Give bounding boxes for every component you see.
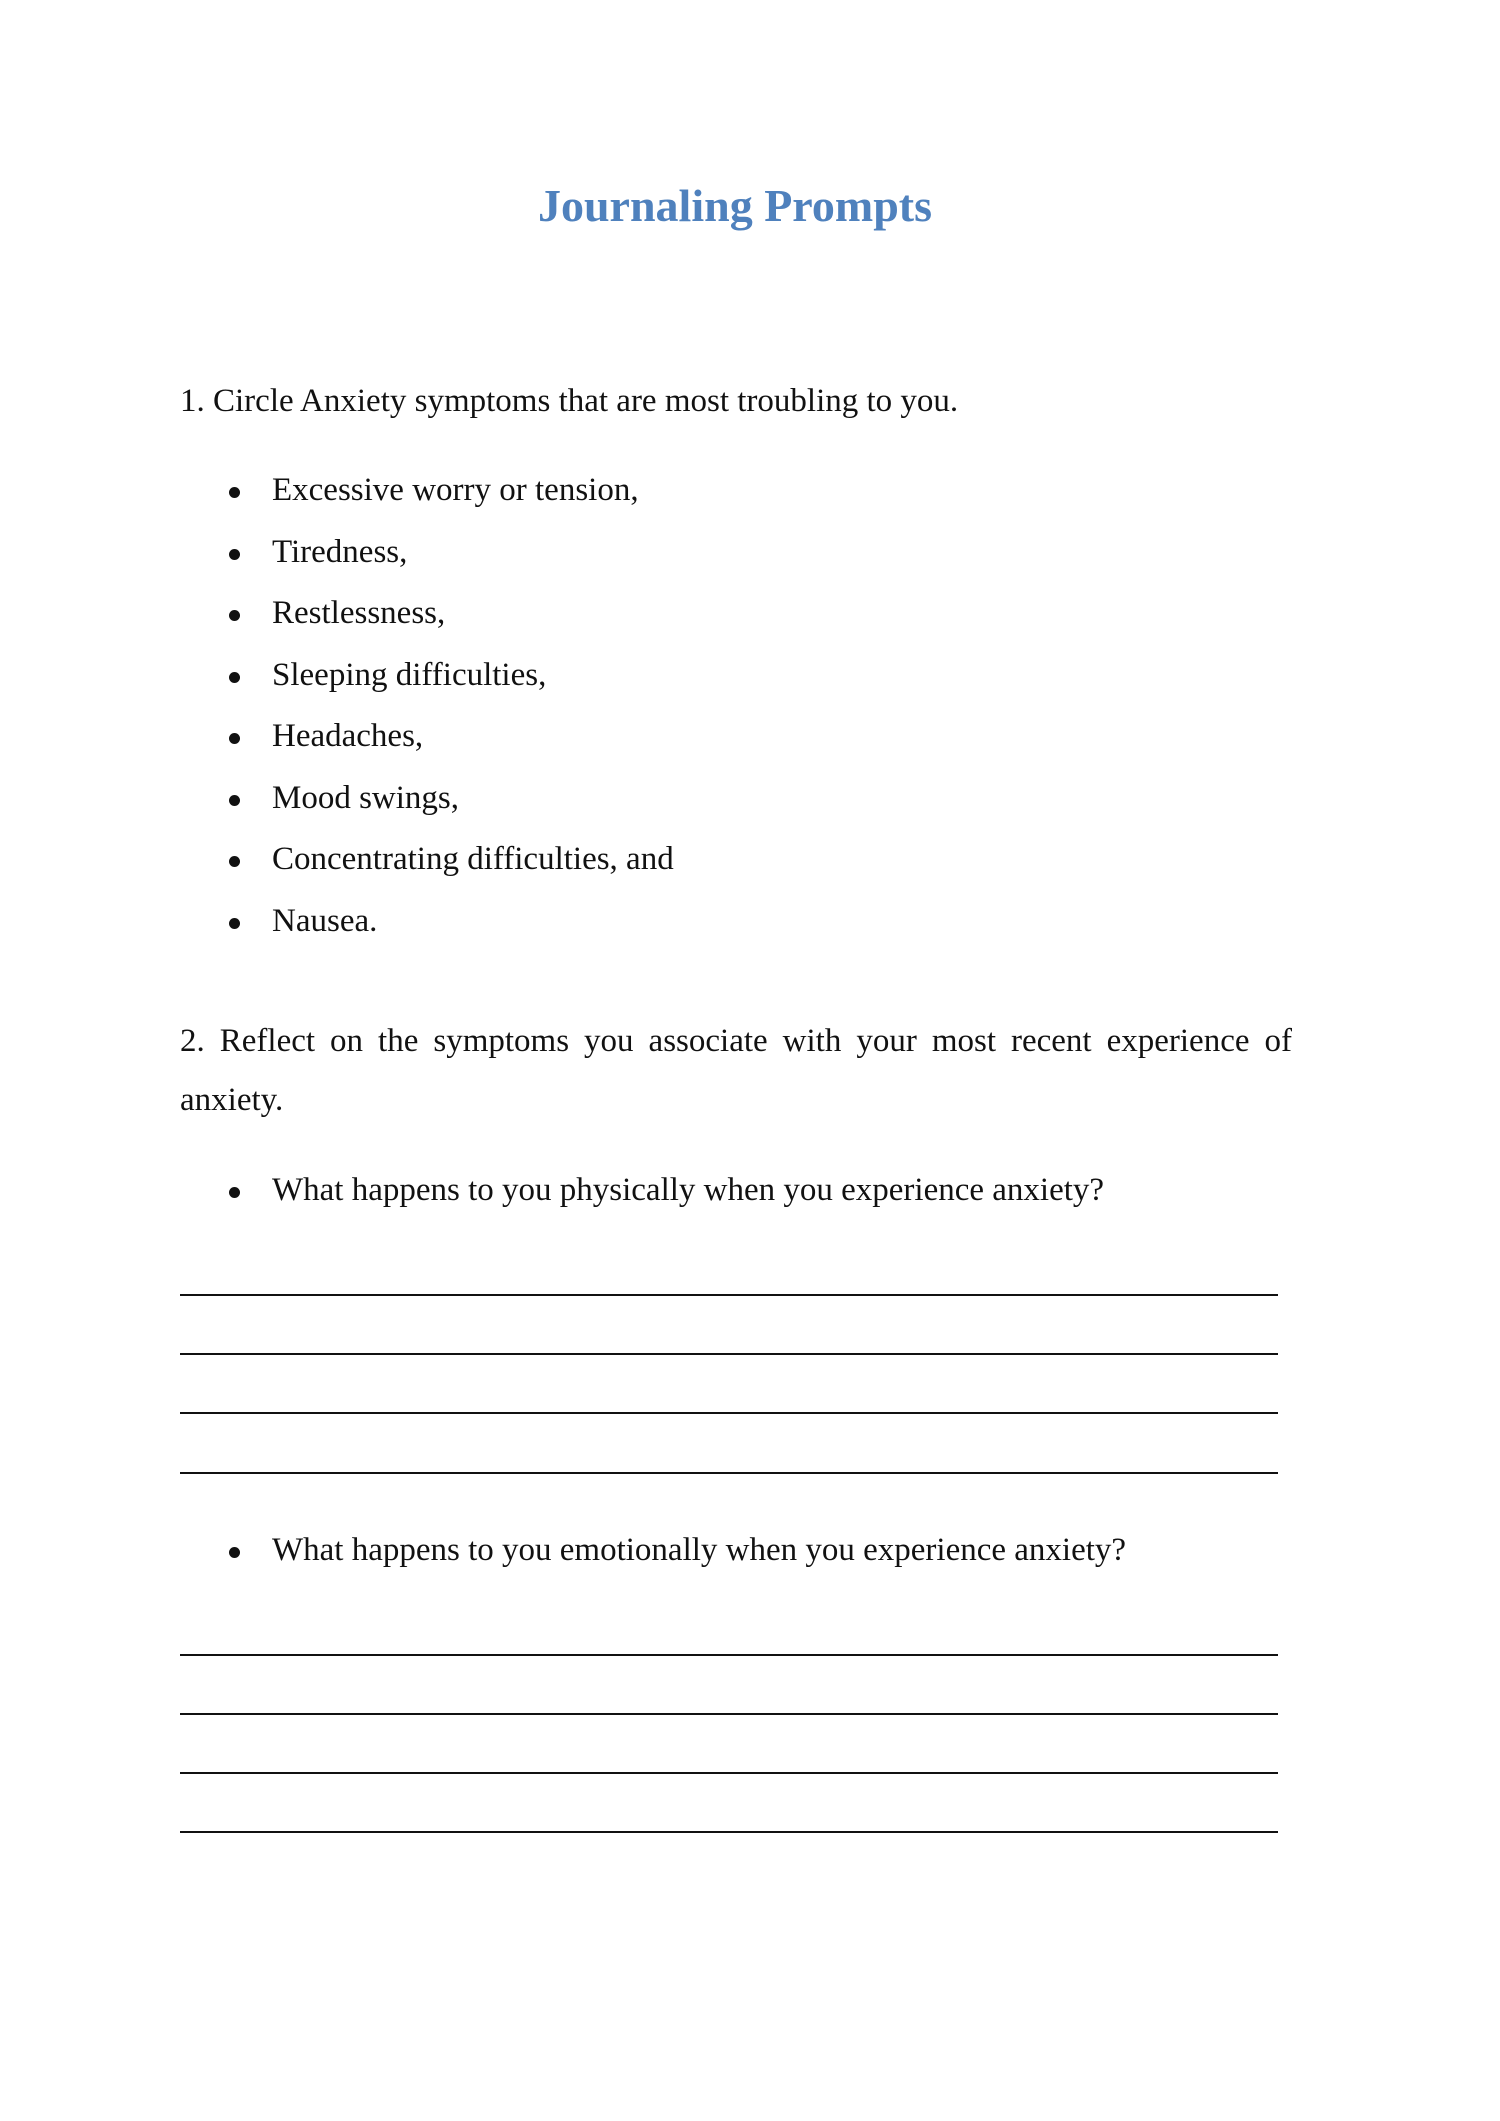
symptom-label: Headaches, bbox=[272, 718, 424, 754]
answer-line[interactable] bbox=[180, 1654, 1278, 1656]
answer-line[interactable] bbox=[180, 1353, 1278, 1355]
symptom-label: Excessive worry or tension, bbox=[272, 472, 639, 508]
symptom-item[interactable] bbox=[180, 583, 674, 645]
prompt-physical-label: What happens to you physically when you experience anxiety? bbox=[272, 1172, 1105, 1208]
bullet-icon bbox=[229, 795, 240, 806]
symptom-list bbox=[180, 460, 674, 952]
prompt-emotional-label: What happens to you emotionally when you experience anxiety? bbox=[272, 1532, 1127, 1568]
bullet-icon bbox=[229, 672, 240, 683]
symptom-label: Sleeping difficulties, bbox=[272, 656, 547, 693]
bullet-icon bbox=[229, 856, 240, 867]
prompt-list-emotional bbox=[180, 1520, 1126, 1582]
answer-line[interactable] bbox=[180, 1472, 1278, 1474]
answer-line[interactable] bbox=[180, 1831, 1278, 1833]
prompt-item bbox=[180, 1520, 1126, 1582]
answer-line[interactable] bbox=[180, 1412, 1278, 1414]
bullet-icon bbox=[229, 1547, 240, 1558]
bullet-icon bbox=[229, 733, 240, 744]
symptom-item[interactable] bbox=[180, 829, 674, 891]
bullet-icon bbox=[229, 610, 240, 621]
symptom-item[interactable] bbox=[180, 768, 674, 830]
question-1-text: 1. Circle Anxiety symptoms that are most troubling to you. bbox=[180, 383, 959, 419]
symptom-label: Nausea. bbox=[272, 902, 378, 939]
bullet-icon bbox=[229, 918, 240, 929]
symptom-label: Concentrating difficulties, and bbox=[272, 841, 674, 877]
answer-line[interactable] bbox=[180, 1772, 1278, 1774]
symptom-label: Tiredness, bbox=[272, 533, 408, 570]
symptom-item[interactable] bbox=[180, 891, 674, 953]
symptom-item[interactable] bbox=[180, 706, 674, 768]
question-2-text: 2. Reflect on the symptoms you associate with your most recent experience of anxiety. bbox=[180, 1023, 1292, 1118]
answer-line[interactable] bbox=[180, 1713, 1278, 1715]
bullet-icon bbox=[229, 549, 240, 560]
bullet-icon bbox=[229, 1187, 240, 1198]
prompt-item bbox=[180, 1160, 1104, 1222]
bullet-icon bbox=[229, 487, 240, 498]
page-title: Journaling Prompts bbox=[537, 180, 933, 231]
symptom-item[interactable] bbox=[180, 522, 674, 584]
answer-line[interactable] bbox=[180, 1294, 1278, 1296]
symptom-label: Restlessness, bbox=[272, 595, 446, 631]
symptom-item[interactable] bbox=[180, 645, 674, 707]
symptom-item[interactable] bbox=[180, 460, 674, 522]
prompt-list-physical bbox=[180, 1160, 1104, 1222]
symptom-label: Mood swings, bbox=[272, 779, 460, 816]
